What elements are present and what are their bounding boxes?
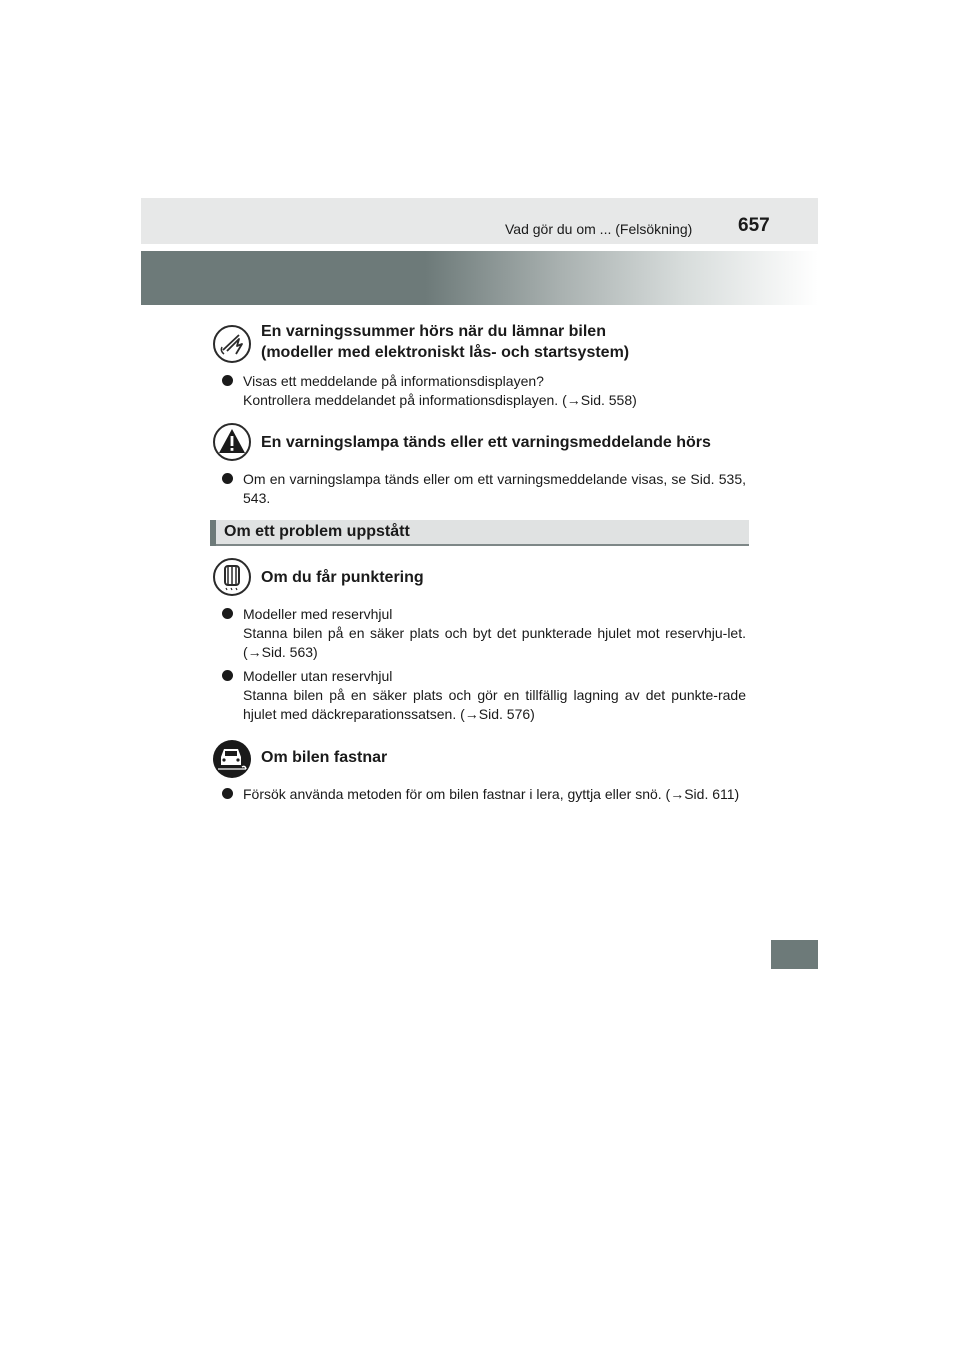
tire-icon — [213, 558, 251, 596]
header-bar — [141, 198, 818, 244]
bullet-icon — [222, 473, 233, 484]
subsection-heading-tire: Om du får punktering — [261, 569, 424, 586]
list-item: Om en varningslampa tänds eller om ett varningsmeddelande visas, se Sid. 535, 543. — [222, 470, 746, 508]
page-number: 657 — [738, 215, 770, 236]
section-heading-buzzer: En varningssummer hörs när du lämnar bilen (modeller med elektroniskt lås- och startsystem) — [261, 323, 630, 361]
section-bar-accent — [210, 520, 216, 546]
bullet-icon — [222, 375, 233, 386]
bullet-icon — [222, 608, 233, 619]
list-item: Försök använda metoden för om bilen fastnar i lera, gyttja eller snö. (→Sid. 611) — [222, 785, 746, 804]
bullet-icon — [222, 788, 233, 799]
list-item: Modeller med reservhjul Stanna bilen på en säker plats och byt det punkterade hjulet mot reservhju-let. (→Sid. 563) — [222, 605, 746, 662]
header-title: Vad gör du om ... (Felsökning) — [505, 221, 693, 237]
list-item: Modeller utan reservhjul Stanna bilen på en säker plats och gör en tillfällig lagning av det punkte-rade hjulet med däckreparationssatsen. (→Sid. 576) — [222, 667, 746, 724]
list-item: Visas ett meddelande på informationsdisplayen? Kontrollera meddelandet på informationsdisplayen. (→Sid. 558) — [222, 372, 746, 410]
stuck-car-icon — [212, 739, 250, 777]
warning-triangle-icon — [213, 423, 251, 461]
bullet-icon — [222, 670, 233, 681]
section-heading-warning: En varningslampa tänds eller ett varningsmeddelande hörs — [261, 434, 711, 451]
chapter-side-tab — [771, 940, 818, 969]
buzzer-icon — [213, 325, 251, 363]
section-title: Om ett problem uppstått — [224, 523, 410, 540]
section-bar — [210, 520, 749, 546]
subsection-heading-stuck: Om bilen fastnar — [261, 749, 388, 766]
chapter-gradient-band — [141, 251, 818, 305]
